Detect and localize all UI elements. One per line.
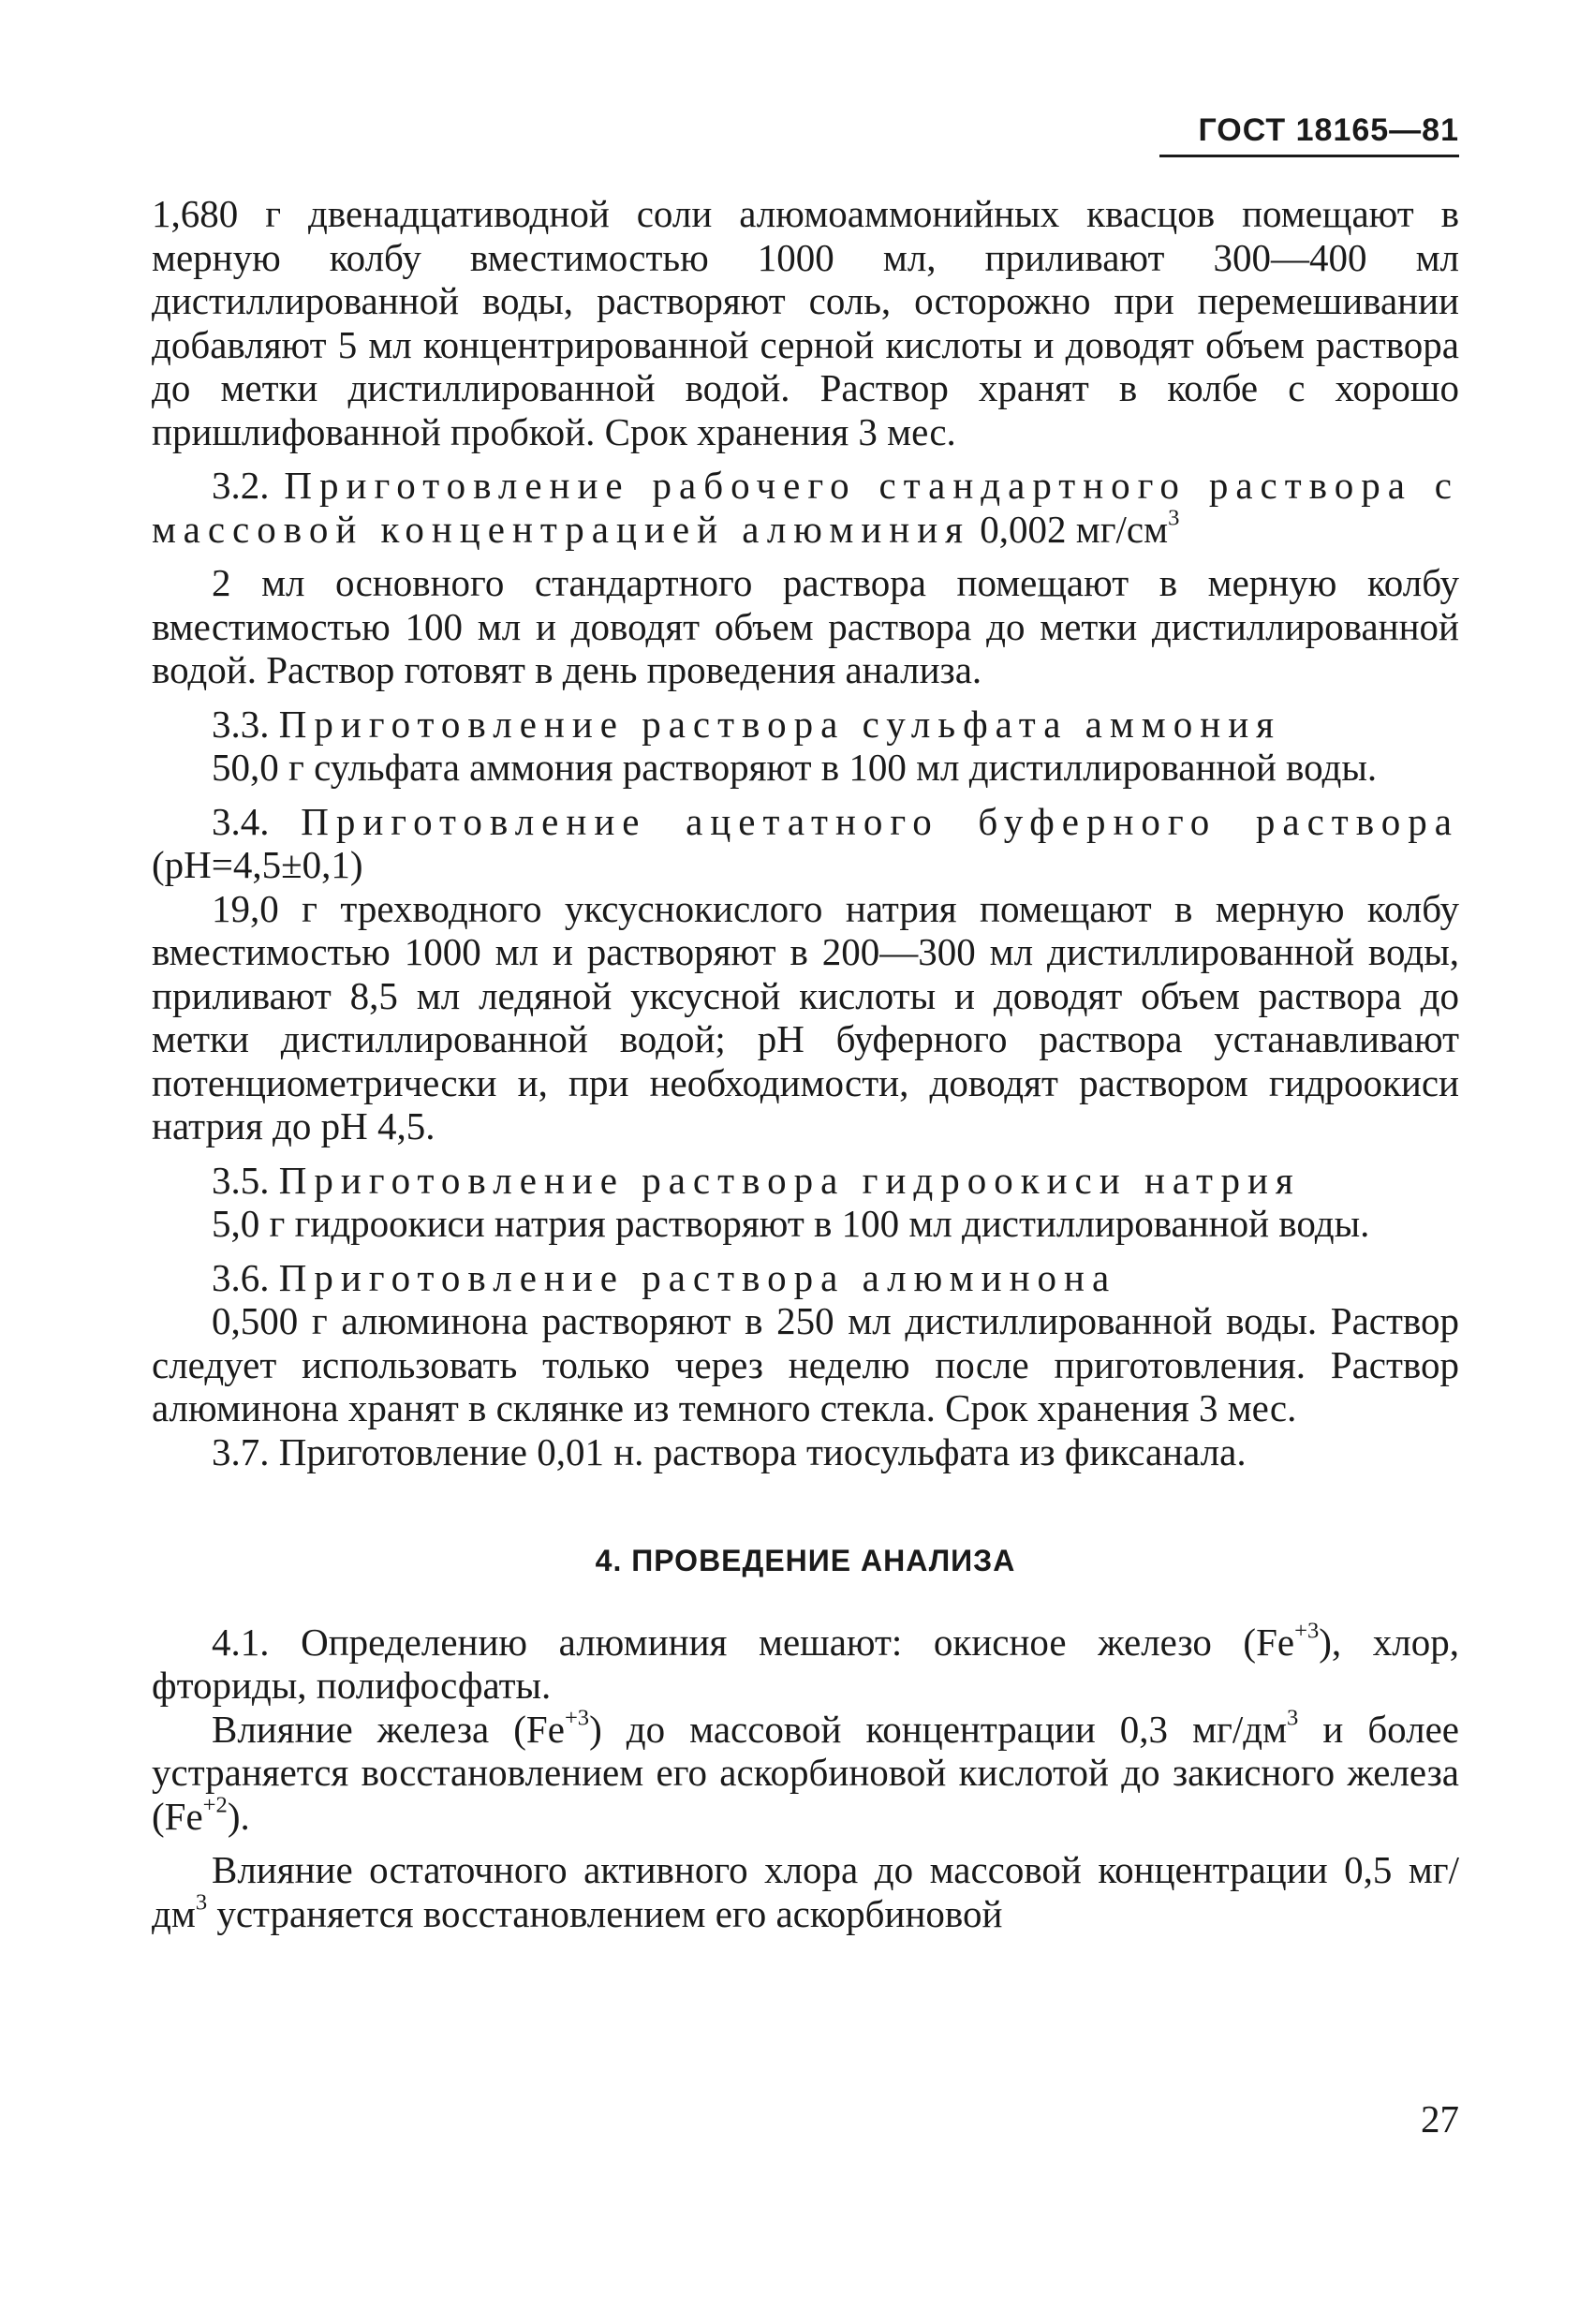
document-body	[152, 192, 1459, 1935]
superscript: 3	[1168, 505, 1180, 531]
text-run: 19,0 г трехводного уксуснокислого натрия помещают в мерную колбу вместимостью 1000 мл и растворяют в 200—300 мл дистиллированной воды, приливают 8,5 мл ледяной уксусной кислоты и доводят объем раствора до метки дистиллированной водой; pH буферного раствора устанавливают потенциометрически и, при необходимости, доводят раствором гидроокиси натрия до pH 4,5.	[152, 886, 1459, 1147]
p-3-5-text	[152, 1202, 1459, 1246]
spaced-title-text: Приготовление раствора сульфата аммония	[278, 702, 1281, 746]
superscript: 3	[1287, 1705, 1299, 1731]
text-run: 3.3.	[212, 702, 279, 746]
section-4-heading: 4. ПРОВЕДЕНИЕ АНАЛИЗА	[595, 1544, 1016, 1577]
text-run: ), хлор, фториды, полифосфаты.	[152, 1620, 1459, 1707]
p-3-5-title	[152, 1159, 1459, 1203]
p-4-1	[152, 1618, 1459, 1708]
p-intro	[152, 192, 1459, 453]
text-run: 3.6.	[212, 1255, 279, 1299]
p-4-1-iron	[152, 1705, 1459, 1839]
text-run: 3.2.	[212, 464, 285, 507]
superscript: +3	[1294, 1618, 1320, 1644]
p-3-3-title	[152, 703, 1459, 747]
superscript: +3	[564, 1705, 590, 1731]
p-3-4-text	[152, 887, 1459, 1148]
spaced-title-text: Приготовление раствора гидроокиси натрия	[278, 1158, 1301, 1202]
text-run: 1,680 г двенадцативодной соли алюмоаммонийных квасцов помещают в мерную колбу вместимостью 1000 мл, приливают 300—400 мл дистиллированной воды, растворяют соль, осторожно при перемешивании добавляют 5 мл концентрированной серной кислоты и доводят объем раствора до метки дистиллированной водой. Раствор хранят в колбе с хорошо пришлифованной пробкой. Срок хранения 3 мес.	[152, 192, 1459, 453]
p-4-1-chlorine	[152, 1848, 1459, 1935]
text-run: Влияние железа (Fe	[212, 1707, 565, 1751]
text-run: 0,500 г алюминона растворяют в 250 мл дистиллированной воды. Раствор следует использовать только через неделю после приготовления. Раствор алюминона хранят в склянке из темного стекла. Срок хранения 3 мес.	[152, 1299, 1459, 1429]
text-run: 3.7. Приготовление 0,01 н. раствора тиосульфата из фиксанала.	[212, 1429, 1247, 1473]
text-run: 4.1. Определению алюминия мешают: окисное железо (Fe	[212, 1620, 1295, 1664]
text-run: 2 мл основного стандартного раствора помещают в мерную колбу вместимостью 100 мл и доводят объем раствора до метки дистиллированной водой. Раствор готовят в день проведения анализа.	[152, 561, 1459, 691]
p-3-3-text	[152, 746, 1459, 790]
text-run: 3.5.	[212, 1158, 279, 1202]
page-number: 27	[1421, 2097, 1459, 2140]
p-3-7	[152, 1430, 1459, 1474]
spaced-title-text: Приготовление ацетатного буферного раствора	[301, 799, 1460, 843]
text-run: 3.4.	[212, 799, 302, 843]
section-4-body	[152, 1618, 1459, 1936]
text-run: (pH=4,5±0,1)	[152, 843, 363, 886]
text-run: 5,0 г гидроокиси натрия растворяют в 100 мл дистиллированной воды.	[212, 1202, 1370, 1245]
text-run: устраняется восстановлением его аскорбиновой	[207, 1891, 1003, 1935]
p-3-2-text	[152, 561, 1459, 692]
superscript: +2	[202, 1792, 228, 1818]
text-run: 50,0 г сульфата аммония растворяют в 100 мл дистиллированной воды.	[212, 746, 1378, 789]
text-run: и более устраняется восстановлением его аскорбиновой кислотой до закисного железа (Fe	[152, 1707, 1459, 1838]
text-run: ).	[227, 1794, 250, 1838]
superscript: 3	[195, 1889, 208, 1916]
p-3-6-text	[152, 1299, 1459, 1430]
text-run: Влияние остаточного активного хлора до массовой концентрации 0,5 мг/дм	[152, 1848, 1459, 1935]
spaced-title-text: Приготовление раствора алюминона	[278, 1255, 1117, 1299]
spaced-title-text: Приготовление рабочего стандартного раствора с массовой концентрацией алюминия	[152, 464, 1459, 551]
standard-header: ГОСТ 18165—81	[1159, 112, 1459, 157]
p-3-4-title	[152, 800, 1459, 887]
section-3-body	[152, 192, 1459, 1473]
text-run: 0,002 мг/см	[970, 507, 1169, 551]
text-run: ) до массовой концентрации 0,3 мг/дм	[589, 1707, 1288, 1751]
p-3-6-title	[152, 1256, 1459, 1300]
p-3-2-title	[152, 464, 1459, 551]
